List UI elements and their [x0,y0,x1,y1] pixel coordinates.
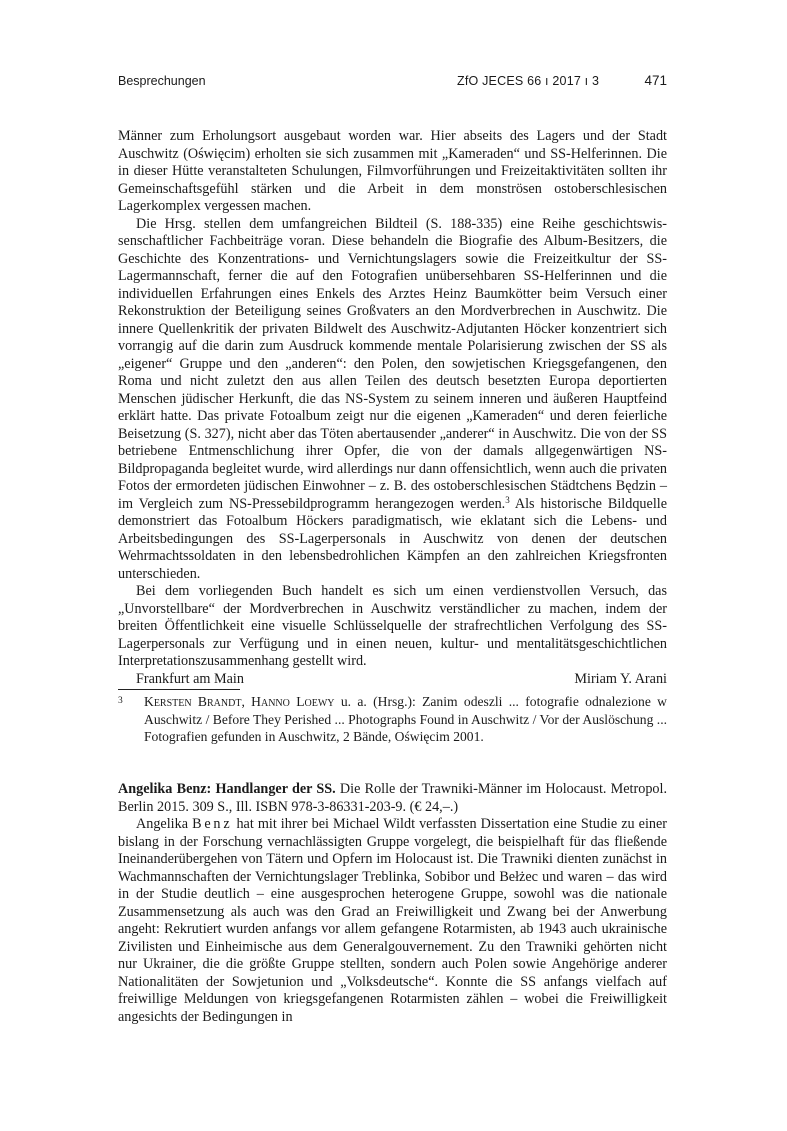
footnote-number: 3 [118,696,123,706]
review-1-paragraph-2-part-b: Als historische Bildquelle demonstriert das Fotoalbum Höckers paradigmatisch, wie eklatant sich die Lebens- und Arbeitsbedingungen des SS-Lagerpersonals in Auschwitz von denen der deutschen Wehrmachtssoldaten in den lebensbedrohlichen Kämpfen an den zahlreichen Kriegsfronten unterschieden. [118,495,668,582]
signature-place: Frankfurt am Main [136,670,244,687]
footnote-reference: 3 [505,494,510,505]
page-number: 471 [644,73,667,88]
review-2-author-last: Benz [192,816,233,832]
review-2-paragraph-1-text: hat mit ihrer bei Michael Wildt verfassten Dissertation eine Studie zu einer bislang in der Forschung vernachlässigten Gruppe vorgelegt, die beispielhaft für das fließende Ineinanderübergehen von Tätern und Opfern im Holocaust ist. Die Trawniki dienten zunächst in Wachmannschaften der Vernichtungslager Treblinka, Sobibor und Bełżec und waren – das wird in der Studie deutlich – eine ausgesprochen heterogene Gruppe, sowohl was die nationale Zusammensetzung als auch was den Grad an Freiwilligkeit und Zwang bei der Anwerbung angeht: Rekrutiert wurden anfangs vor allem gefangene Rotarmisten, ab 1943 auch ukrainische Zivilisten und Einheimische aus dem Generalgouvernement. Zu den Trawniki gehörten nicht nur Ukrainer, die die größte Gruppe stellten, sondern auch Polen sowie Angehörige anderer Nationalitäten der Sowjetunion und „Volksdeutsche“. Konnte die SS anfangs vielfach auf freiwillige Meldungen von kriegsgefangenen Rotarmisten zählen – wobei die Freiwilligkeit angesichts der Bedingungen in [118,816,667,1025]
footnote-author-separator: , [241,694,252,709]
review-2-body [118,781,667,1026]
review-1-body [118,128,667,688]
footnote-text [144,693,667,746]
review-2-heading-details: Die Rolle der Trawniki-Männer im Holocaust. Metropol. Berlin 2015. 309 S., Ill. ISBN 978-3-86331-203-9. (€ 24,–.) [118,781,667,815]
review-2-author-first: Angelika [136,816,189,832]
review-1-paragraph-2 [118,216,667,584]
running-head [118,74,667,92]
footnote [118,693,667,746]
section-title: Besprechungen [118,74,206,88]
review-2-paragraph-1 [118,816,667,1026]
footnote-rule [118,689,240,690]
review-1-paragraph-2-part-a: Die Hrsg. stellen dem umfangreichen Bildteil (S. 188-335) eine Reihe geschichtswissenschaftlicher Fachbeiträge voran. Diese behandeln die Biografie des Album-Besitzers, die Geschichte des Konzentrations- und Vernichtungslagers sowie die Freizeitkultur der SS-Lagermannschaft, ferner die auf den Fotografien unübersehbaren SS-Helferinnen und die individuellen Erfahrungen eines Enkels des Arztes Heinz Baumkötter beim Versuch einer Rekonstruktion der Beteiligung seines Großvaters an den Mordverbrechen in Auschwitz. Die innere Quellenkritik der privaten Bildwelt des Auschwitz-Adjutanten Höcker konzentriert sich vorrangig auf die darin zum Ausdruck kommende mentale Polarisierung zwischen der SS als „eigener“ Gruppe und den „anderen“: den Polen, den sowjetischen Kriegsgefangenen, den Roma und nicht zuletzt den aus allen Teilen des deutsch besetzten Europa deportierten Menschen jüdischer Herkunft, die das NS-System zu seinem inneren und äußeren Hauptfeind erklärt hatte. Das private Fotoalbum zeigt nur die eigenen „Kameraden“ und deren feierliche Beisetzung (S. 327), nicht aber das Töten abertausender „anderer“ in Auschwitz. Die von der SS betriebene Entmenschlichung ihrer Opfer, die von der damals allgegenwärtigen NS-Bildpropaganda begleitet wurde, wird allerdings nur dann offensichtlich, wenn auch die privaten Fotos der ermordeten jüdischen Einwohner – z. B. des ostoberschlesischen Städtchens Będzin – im Vergleich zum NS-Pressebildprogramm herangezogen werden. [118,215,667,512]
review-2-heading-title: Angelika Benz: Handlanger der SS. [118,781,336,797]
journal-citation: ZfO JECES 66 ı 2017 ı 3 [457,74,600,88]
review-1-paragraph-1: Männer zum Erholungsort ausgebaut worden war. Hier abseits des Lagers und der Stadt Auschwitz (Oświęcim) erholten sie sich zusammen mit „Kameraden“ und SS-Helferinnen. Die in dieser Hütte veranstalteten Schulungen, Filmvorführungen und Freizeitaktivitäten sollten ihr Gemeinschaftsgefühl stärken und die Arbeit in dem monströsen ostoberschlesischen Lagerkomplex vergessen machen. [118,128,667,214]
footnote-author-1: Kersten Brandt [144,694,242,709]
signature-name: Miriam Y. Arani [574,670,667,687]
footnote-author-2: Hanno Loewy [251,694,335,709]
review-1-signature [118,671,667,689]
footnote-citation: u. a. (Hrsg.): Zanim odeszli ... fotografie odnalezione w Auschwitz / Before They Perished ... Photographs Found in Auschwitz / Vor der Auslöschung ... Fotografien gefunden in Auschwitz, 2 Bände, Oświęcim 2001. [144,694,667,744]
review-1-paragraph-3: Bei dem vorliegenden Buch handelt es sich um einen verdienstvollen Versuch, das „Unvorstellbare“ der Mordverbrechen in Auschwitz verständlicher zu machen, indem der breiten Öffentlichkeit eine visuelle Schlüsselquelle der strafrechtlichen Verfolgung des SS-Lagerpersonals zur Verfügung und in einen neuen, kultur- und mentalitätsgeschichtlichen Interpretationszusammenhang gestellt wird. [118,583,667,669]
review-2-heading [118,781,667,816]
